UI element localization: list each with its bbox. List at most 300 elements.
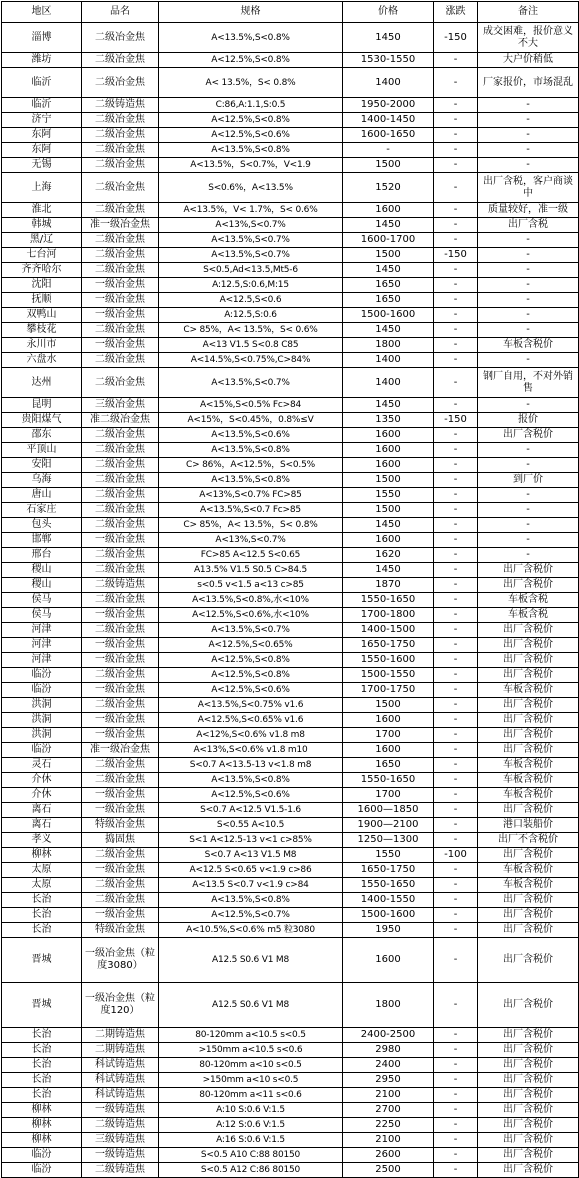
cell-spec: A<13.5%,S<0.8%,水<10%: [159, 593, 343, 608]
cell-spec: A<12.5%,S<0.8%: [159, 653, 343, 668]
cell-change: -: [434, 833, 478, 848]
cell-note: 到厂价: [478, 473, 579, 488]
cell-price: 1600: [343, 713, 434, 728]
table-row: [2, 653, 579, 668]
cell-region: 介休: [2, 788, 82, 803]
cell-change: -: [434, 203, 478, 218]
cell-note: 出厂含税价: [478, 1058, 579, 1073]
cell-spec: A<12.5%,S<0.8%: [159, 53, 343, 68]
cell-price: 2980: [343, 1043, 434, 1058]
cell-change: -: [434, 443, 478, 458]
table-row: [2, 1073, 579, 1088]
cell-note: -: [478, 98, 579, 113]
table-row: [2, 1103, 579, 1118]
table-row: [2, 788, 579, 803]
table-row: [2, 548, 579, 563]
table-row: [2, 338, 579, 353]
cell-region: 洪洞: [2, 728, 82, 743]
cell-note: 出厂含税价: [478, 1103, 579, 1118]
cell-change: -: [434, 773, 478, 788]
header-row: [2, 2, 579, 23]
cell-note: 厂家报价，市场混乱: [478, 68, 579, 98]
cell-spec: A<12.5%,S<0.8%: [159, 113, 343, 128]
cell-note: -: [478, 233, 579, 248]
table-row: [2, 728, 579, 743]
cell-change: -: [434, 893, 478, 908]
cell-spec: A<12.5,S<0.6: [159, 293, 343, 308]
cell-spec: C> 85%，A< 13.5%，S< 0.8%: [159, 518, 343, 533]
cell-price: 1400-1450: [343, 113, 434, 128]
header-note: 备注: [478, 2, 579, 23]
cell-price: 2100: [343, 1133, 434, 1148]
table-row: [2, 1043, 579, 1058]
cell-change: -: [434, 278, 478, 293]
cell-region: 长治: [2, 1043, 82, 1058]
cell-price: 1600: [343, 938, 434, 983]
cell-price: 1600-1700: [343, 233, 434, 248]
cell-note: 出厂含税价: [478, 623, 579, 638]
cell-spec: S<0.5 A10 C:88 80150: [159, 1148, 343, 1163]
cell-region: 唐山: [2, 488, 82, 503]
cell-note: -: [478, 248, 579, 263]
cell-region: 太原: [2, 863, 82, 878]
cell-price: 2600: [343, 1148, 434, 1163]
table-row: [2, 308, 579, 323]
cell-change: -: [434, 908, 478, 923]
cell-region: 临汾: [2, 668, 82, 683]
table-row: [2, 1133, 579, 1148]
cell-note: -: [478, 143, 579, 158]
cell-change: -: [434, 548, 478, 563]
cell-note: 出厂不含税价: [478, 833, 579, 848]
cell-product: 二级冶金焦: [82, 773, 159, 788]
cell-note: 出厂含税价: [478, 1118, 579, 1133]
cell-change: -150: [434, 23, 478, 53]
cell-spec: A<12.5 S<0.65 v<1.9 c>86: [159, 863, 343, 878]
cell-note: -: [478, 488, 579, 503]
cell-change: -: [434, 173, 478, 203]
cell-product: 二期铸造焦: [82, 1043, 159, 1058]
cell-region: 沈阳: [2, 278, 82, 293]
table-row: [2, 803, 579, 818]
cell-spec: A<13.5%,S<0.7 Fc>85: [159, 503, 343, 518]
cell-change: -: [434, 323, 478, 338]
cell-note: 车板含税价: [478, 788, 579, 803]
cell-change: -: [434, 1043, 478, 1058]
cell-note: -: [478, 293, 579, 308]
cell-spec: A<13%,S<0.7%: [159, 218, 343, 233]
cell-note: 出厂含税价: [478, 1133, 579, 1148]
cell-product: 二级冶金焦: [82, 848, 159, 863]
cell-price: 1550-1650: [343, 878, 434, 893]
cell-price: 1600: [343, 743, 434, 758]
cell-note: 出厂含税价: [478, 1163, 579, 1178]
cell-spec: S<0.5,Ad<13.5,Mt5-6: [159, 263, 343, 278]
header-price: 价格: [343, 2, 434, 23]
cell-note: -: [478, 398, 579, 413]
cell-spec: S<0.7 A<13.5-13 v<1.8 m8: [159, 758, 343, 773]
cell-price: 1500-1600: [343, 908, 434, 923]
cell-product: 一级冶金焦: [82, 293, 159, 308]
cell-spec: S<0.55 A<10.5: [159, 818, 343, 833]
cell-change: -: [434, 518, 478, 533]
cell-change: -: [434, 623, 478, 638]
cell-note: 出厂含税: [478, 218, 579, 233]
cell-price: 1700: [343, 788, 434, 803]
cell-price: 1600: [343, 443, 434, 458]
cell-change: -150: [434, 413, 478, 428]
cell-price: 2250: [343, 1118, 434, 1133]
cell-region: 昆明: [2, 398, 82, 413]
cell-region: 乌海: [2, 473, 82, 488]
cell-note: 出厂含税价: [478, 713, 579, 728]
cell-spec: A12.5 S0.6 V1 M8: [159, 983, 343, 1028]
cell-spec: FC>85 A<12.5 S<0.65: [159, 548, 343, 563]
cell-price: 1900—2100: [343, 818, 434, 833]
cell-price: 1500: [343, 158, 434, 173]
table-row: [2, 53, 579, 68]
cell-spec: 80-120mm a<10.5 s<0.5: [159, 1028, 343, 1043]
cell-region: 晋城: [2, 938, 82, 983]
cell-change: -: [434, 398, 478, 413]
cell-region: 太原: [2, 878, 82, 893]
table-row: [2, 233, 579, 248]
cell-spec: A13.5% V1.5 S0.5 C>84.5: [159, 563, 343, 578]
cell-change: -: [434, 638, 478, 653]
cell-product: 二级冶金焦: [82, 503, 159, 518]
cell-spec: A<12.5%,S<0.6%,水<10%: [159, 608, 343, 623]
cell-spec: A<12.5%,S<0.65% v1.6: [159, 713, 343, 728]
table-row: [2, 818, 579, 833]
table-row: [2, 848, 579, 863]
cell-price: 1500-1600: [343, 308, 434, 323]
cell-region: 平顶山: [2, 443, 82, 458]
cell-spec: A<13.5%,S<0.8%: [159, 893, 343, 908]
cell-price: 1600—1850: [343, 803, 434, 818]
cell-product: 二级冶金焦: [82, 698, 159, 713]
cell-spec: A<15%，S<0.45%，0.8%≤V: [159, 413, 343, 428]
table-row: [2, 248, 579, 263]
cell-region: 临汾: [2, 1163, 82, 1178]
cell-product: 二级冶金焦: [82, 263, 159, 278]
cell-note: 出厂含税价: [478, 893, 579, 908]
cell-product: 特级冶金焦: [82, 923, 159, 938]
table-row: [2, 263, 579, 278]
cell-price: 1800: [343, 338, 434, 353]
cell-note: 车板含税价: [478, 863, 579, 878]
cell-note: -: [478, 113, 579, 128]
cell-change: -: [434, 743, 478, 758]
header-spec: 规格: [159, 2, 343, 23]
cell-region: 柳林: [2, 1118, 82, 1133]
table-row: [2, 758, 579, 773]
table-row: [2, 623, 579, 638]
cell-change: -: [434, 53, 478, 68]
cell-region: 包头: [2, 518, 82, 533]
table-row: [2, 113, 579, 128]
table-row: [2, 563, 579, 578]
cell-price: 1600: [343, 533, 434, 548]
cell-product: 二期铸造焦: [82, 1028, 159, 1043]
cell-region: 黑/辽: [2, 233, 82, 248]
cell-product: 二级冶金焦: [82, 143, 159, 158]
cell-spec: A<13 V1.5 S<0.8 C85: [159, 338, 343, 353]
cell-region: 河津: [2, 623, 82, 638]
cell-product: 三级铸造焦: [82, 1133, 159, 1148]
cell-spec: C> 85%，A< 13.5%，S< 0.6%: [159, 323, 343, 338]
cell-region: 长治: [2, 1073, 82, 1088]
cell-price: 1650-1750: [343, 863, 434, 878]
cell-region: 侯马: [2, 593, 82, 608]
cell-price: 1950: [343, 923, 434, 938]
cell-price: 1350: [343, 413, 434, 428]
cell-note: -: [478, 443, 579, 458]
cell-region: 长治: [2, 908, 82, 923]
cell-change: -150: [434, 248, 478, 263]
cell-spec: A<13.5%，S<0.7%，V<1.9: [159, 158, 343, 173]
cell-change: -: [434, 1103, 478, 1118]
cell-spec: A<12.5%,S<0.6%: [159, 128, 343, 143]
table-row: [2, 863, 579, 878]
table-row: [2, 743, 579, 758]
cell-region: 柳林: [2, 1133, 82, 1148]
cell-note: 车板含税: [478, 593, 579, 608]
cell-region: 离石: [2, 818, 82, 833]
cell-note: 出厂含税价: [478, 668, 579, 683]
cell-price: 1400: [343, 353, 434, 368]
table-row: [2, 713, 579, 728]
table-row: [2, 128, 579, 143]
cell-product: 二级冶金焦: [82, 203, 159, 218]
cell-price: 2100: [343, 1088, 434, 1103]
cell-price: 1550-1650: [343, 773, 434, 788]
cell-note: -: [478, 458, 579, 473]
cell-product: 一级铸造焦: [82, 1148, 159, 1163]
table-row: [2, 1118, 579, 1133]
cell-change: -: [434, 158, 478, 173]
cell-spec: A<12.5%,S<0.6%: [159, 788, 343, 803]
cell-region: 长治: [2, 1058, 82, 1073]
cell-price: 1400-1500: [343, 623, 434, 638]
cell-price: 1500: [343, 473, 434, 488]
cell-change: -: [434, 1073, 478, 1088]
cell-region: 贵阳煤气: [2, 413, 82, 428]
cell-product: 二级冶金焦: [82, 353, 159, 368]
cell-product: 一级冶金焦: [82, 653, 159, 668]
cell-product: 准一级冶金焦: [82, 743, 159, 758]
cell-note: 出厂含税价: [478, 803, 579, 818]
cell-note: -: [478, 533, 579, 548]
cell-product: 捣固焦: [82, 833, 159, 848]
cell-product: 一级冶金焦: [82, 308, 159, 323]
cell-spec: A<13.5%,S<0.7%: [159, 368, 343, 398]
table-row: [2, 1148, 579, 1163]
table-row: [2, 533, 579, 548]
cell-note: 出厂含税价: [478, 938, 579, 983]
cell-product: 二级冶金焦: [82, 593, 159, 608]
table-row: [2, 878, 579, 893]
cell-product: 二级冶金焦: [82, 563, 159, 578]
table-row: [2, 368, 579, 398]
cell-spec: A<13.5 S<0.7 v<1.9 c>84: [159, 878, 343, 893]
cell-region: 洪洞: [2, 698, 82, 713]
header-change: 涨跌: [434, 2, 478, 23]
cell-note: -: [478, 308, 579, 323]
cell-spec: A<13.5%,S<0.8%: [159, 143, 343, 158]
cell-product: 特级冶金焦: [82, 818, 159, 833]
cell-change: -: [434, 353, 478, 368]
cell-change: -: [434, 563, 478, 578]
header-product: 品名: [82, 2, 159, 23]
cell-spec: A:12 S:0.6 V:1.5: [159, 1118, 343, 1133]
coke-price-table: [1, 1, 579, 1178]
cell-spec: A<15%,S<0.5% Fc>84: [159, 398, 343, 413]
cell-price: 1650: [343, 758, 434, 773]
cell-spec: A< 13.5%，S< 0.8%: [159, 68, 343, 98]
cell-change: -: [434, 758, 478, 773]
cell-price: 1950-2000: [343, 98, 434, 113]
cell-change: -: [434, 428, 478, 443]
cell-product: 一级冶金焦: [82, 728, 159, 743]
cell-product: 二级冶金焦: [82, 323, 159, 338]
cell-product: 二级冶金焦: [82, 23, 159, 53]
table-row: [2, 923, 579, 938]
cell-product: 一级冶金焦: [82, 278, 159, 293]
table-row: [2, 218, 579, 233]
cell-product: 二级冶金焦: [82, 68, 159, 98]
cell-change: -: [434, 818, 478, 833]
cell-spec: C:86,A:1.1,S:0.5: [159, 98, 343, 113]
cell-spec: A:16 S:0.6 V:1.5: [159, 1133, 343, 1148]
cell-change: -: [434, 68, 478, 98]
cell-price: 1600: [343, 428, 434, 443]
cell-change: -: [434, 308, 478, 323]
cell-product: 一级冶金焦: [82, 803, 159, 818]
cell-product: 二级冶金焦: [82, 758, 159, 773]
cell-product: 二级冶金焦: [82, 158, 159, 173]
cell-region: 临沂: [2, 68, 82, 98]
cell-product: 一级铸造焦: [82, 1103, 159, 1118]
cell-region: 东阿: [2, 143, 82, 158]
cell-note: 出厂含税价: [478, 638, 579, 653]
cell-price: 1650: [343, 293, 434, 308]
cell-note: 出厂含税价: [478, 1073, 579, 1088]
cell-product: 二级冶金焦: [82, 473, 159, 488]
cell-price: 1600: [343, 203, 434, 218]
cell-spec: A:10 S:0.6 V:1.5: [159, 1103, 343, 1118]
table-row: [2, 488, 579, 503]
cell-product: 二级铸造焦: [82, 578, 159, 593]
cell-note: 出厂含税价: [478, 908, 579, 923]
cell-spec: A<13.5%,S<0.8%: [159, 473, 343, 488]
cell-region: 邯郸: [2, 533, 82, 548]
cell-change: -: [434, 1163, 478, 1178]
cell-spec: A<13.5%,S<0.7%: [159, 623, 343, 638]
cell-change: -: [434, 488, 478, 503]
cell-price: 1450: [343, 263, 434, 278]
cell-product: 一级冶金焦: [82, 533, 159, 548]
cell-spec: A:12.5,S:0.6,M:15: [159, 278, 343, 293]
cell-region: 七台河: [2, 248, 82, 263]
cell-change: -: [434, 1058, 478, 1073]
cell-price: 1700-1750: [343, 683, 434, 698]
cell-region: 介休: [2, 773, 82, 788]
cell-product: 二级冶金焦: [82, 128, 159, 143]
cell-price: 1520: [343, 173, 434, 203]
cell-spec: A<10.5%,S<0.6% m5 粒3080: [159, 923, 343, 938]
cell-price: 1620: [343, 548, 434, 563]
cell-region: 长治: [2, 1028, 82, 1043]
cell-change: -: [434, 1118, 478, 1133]
cell-spec: A<12.5%,S<0.8%: [159, 668, 343, 683]
cell-region: 石家庄: [2, 503, 82, 518]
cell-spec: A:12.5,S:0.6: [159, 308, 343, 323]
cell-change: -: [434, 293, 478, 308]
cell-note: 车板含税价: [478, 773, 579, 788]
table-row: [2, 398, 579, 413]
cell-product: 二级冶金焦: [82, 53, 159, 68]
cell-note: 钢厂自用，不对外销售: [478, 368, 579, 398]
cell-spec: A<12.5%,S<0.7%: [159, 908, 343, 923]
table-row: [2, 413, 579, 428]
cell-note: 车板含税价: [478, 758, 579, 773]
cell-spec: A<13.5%,S<0.8%: [159, 773, 343, 788]
cell-note: 出厂含税价: [478, 563, 579, 578]
cell-price: 2400: [343, 1058, 434, 1073]
cell-note: 出厂含税价: [478, 1148, 579, 1163]
cell-spec: S<0.7 A<12.5 V1.5-1.6: [159, 803, 343, 818]
cell-price: -: [343, 143, 434, 158]
cell-change: -: [434, 1028, 478, 1043]
cell-note: 出厂含税价: [478, 1088, 579, 1103]
table-row: [2, 938, 579, 983]
cell-product: 二级冶金焦: [82, 623, 159, 638]
cell-region: 上海: [2, 173, 82, 203]
cell-product: 二级冶金焦: [82, 488, 159, 503]
table-row: [2, 668, 579, 683]
table-row: [2, 203, 579, 218]
cell-price: 1500: [343, 248, 434, 263]
cell-product: 一级冶金焦: [82, 638, 159, 653]
cell-price: 1250—1300: [343, 833, 434, 848]
cell-product: 二级冶金焦: [82, 548, 159, 563]
cell-region: 洪洞: [2, 713, 82, 728]
cell-change: -: [434, 1148, 478, 1163]
cell-price: 2700: [343, 1103, 434, 1118]
cell-note: 出厂含税价: [478, 1043, 579, 1058]
table-row: [2, 428, 579, 443]
cell-product: 一级冶金焦（粒度3080）: [82, 938, 159, 983]
cell-change: -: [434, 533, 478, 548]
cell-change: -: [434, 263, 478, 278]
cell-spec: A<13.5%,S<0.75% v1.6: [159, 698, 343, 713]
cell-change: -: [434, 143, 478, 158]
cell-change: -: [434, 593, 478, 608]
cell-product: 二级铸造焦: [82, 98, 159, 113]
cell-change: -: [434, 713, 478, 728]
cell-product: 二级冶金焦: [82, 878, 159, 893]
table-row: [2, 323, 579, 338]
cell-region: 临汾: [2, 743, 82, 758]
cell-change: -: [434, 1133, 478, 1148]
cell-note: 车板含税价: [478, 338, 579, 353]
cell-product: 二级冶金焦: [82, 443, 159, 458]
cell-spec: S<0.6%，A<13.5%: [159, 173, 343, 203]
cell-region: 齐齐哈尔: [2, 263, 82, 278]
cell-change: -: [434, 683, 478, 698]
cell-change: -: [434, 608, 478, 623]
cell-product: 二级冶金焦: [82, 248, 159, 263]
